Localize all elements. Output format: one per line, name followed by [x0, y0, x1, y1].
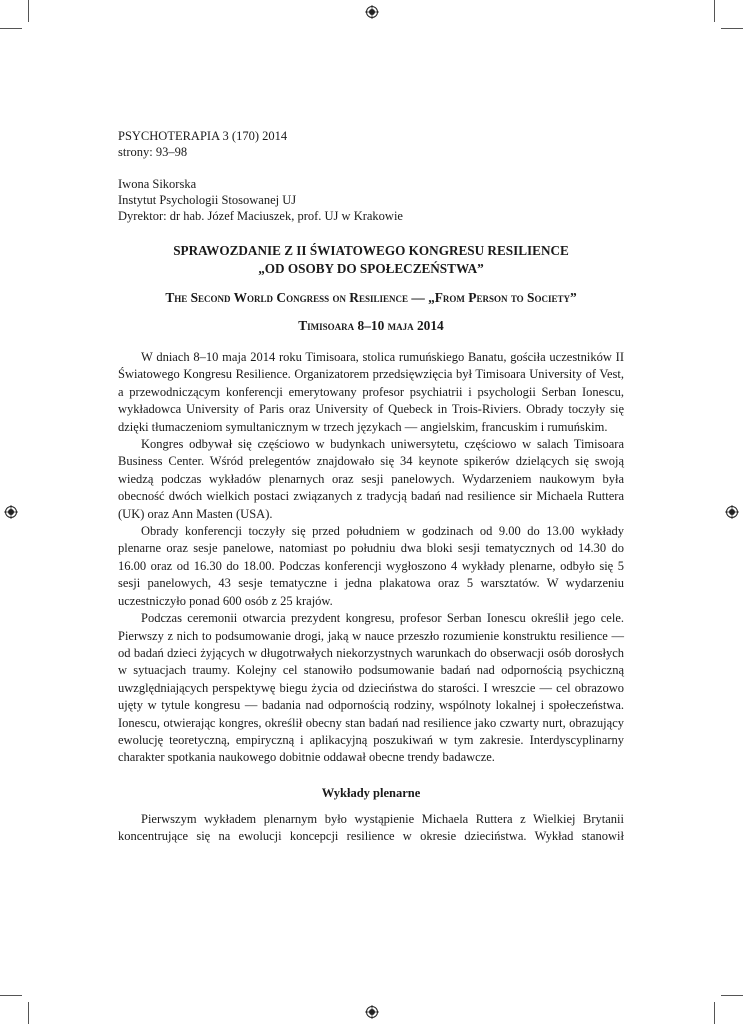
page-content — [118, 128, 624, 846]
crop-mark — [721, 28, 743, 29]
crop-mark — [0, 995, 22, 996]
journal-info — [118, 128, 624, 160]
author-institute: Instytut Psychologii Stosowanej UJ — [118, 193, 297, 207]
article-subtitle: The Second World Congress on Resilience — „From Person to Society” — [165, 290, 577, 305]
crop-mark — [0, 28, 22, 29]
registration-mark-icon — [4, 505, 18, 519]
paragraph: Kongres odbywał się częściowo w budynkach uniwersytetu, częściowo w salach Timisoara Business Center. Wśród prelegentów znajdowało się 34 keynote spikerów dzielących się swoją wiedzą podczas wykładów plenarnych oraz sesji panelowych. Wydarzeniem naukowym była obecność dwóch wielkich postaci związanych z tradycją badań nad resilience sir Michaela Ruttera (UK) oraz Ann Masten (USA). — [118, 437, 624, 521]
registration-mark-icon — [725, 505, 739, 519]
paragraph: Pierwszym wykładem plenarnym było wystąpienie Michaela Ruttera z Wielkiej Brytanii koncentrujące się na ewolucji koncepcji resilience w okresie dzieciństwa. Wykład stanowił — [118, 811, 624, 844]
crop-mark — [714, 1002, 715, 1024]
crop-mark — [721, 995, 743, 996]
author-name: Iwona Sikorska — [118, 177, 197, 191]
journal-issue: PSYCHOTERAPIA 3 (170) 2014 — [118, 129, 288, 143]
paragraph: W dniach 8–10 maja 2014 roku Timisoara, stolica rumuńskiego Banatu, gościła uczestników II Światowego Kongresu Resilience. Organizatorem przedsięwzięcia był Timisoara University of Vest, a przewodniczącym konferencji emerytowany profesor psychiatrii i psychologii Serban Ionescu, wykładowca University of Paris oraz University of Quebeck in Trois-Riviers. Obrady toczyły się dzięki tłumaczeniom symultanicznym w trzech językach — angielskim, francuskim i rumuńskim. — [118, 350, 624, 434]
crop-mark — [28, 1002, 29, 1024]
article-body — [118, 349, 624, 767]
author-director: Dyrektor: dr hab. Józef Maciuszek, prof. UJ w Krakowie — [118, 209, 403, 223]
paragraph: Obrady konferencji toczyły się przed południem w godzinach od 9.00 do 13.00 wykłady plenarne oraz sesje panelowe, natomiast po południu dwa bloki sesji tematycznych od 14.30 do 16.00 oraz od 16.30 do 18.00. Podczas konferencji wygłoszono 4 wykłady plenarne, odbyło się 5 sesji panelowych, 43 sesje tematyczne i jedna plakatowa oraz 5 warsztatów. W wydarzeniu uczestniczyło ponad 600 osób z 25 krajów. — [118, 524, 624, 608]
crop-mark — [714, 0, 715, 22]
author-info — [118, 176, 624, 224]
article-title — [118, 242, 624, 278]
article-place-date: Timisoara 8–10 maja 2014 — [298, 318, 444, 333]
registration-mark-icon — [365, 5, 379, 19]
section-heading: Wykłady plenarne — [321, 785, 421, 800]
registration-mark-icon — [365, 1005, 379, 1019]
crop-mark — [28, 0, 29, 22]
title-line: SPRAWOZDANIE Z II ŚWIATOWEGO KONGRESU RESILIENCE — [173, 243, 569, 258]
paragraph: Podczas ceremonii otwarcia prezydent kongresu, profesor Serban Ionescu określił jego cele. Pierwszy z nich to podsumowanie drogi, jaką w nauce przeszło rozumienie konstruktu resilience — od badań dzieci żyjących w długotrwałych niekorzystnych warunkach do obserwacji osób dorosłych w sytuacjach traumy. Kolejny cel stanowiło podsumowanie badań nad odpornością psychiczną uwzględniających perspektywę biegu życia od dzieciństwa do starości. I wreszcie — cel obrazowo ujęty w tytule kongresu — badania nad odpornością rodziny, wspólnoty lokalnej i społeczeństwa. Ionescu, otwierając kongres, określił obecny stan badań nad resilience jako czwarty nurt, obrazujący ewolucję teoretyczną, empiryczną i aplikacyjną poszukiwań w tym zakresie. Interdyscyplinarny charakter spotkania naukowego dobitnie oddawał obecne trendy badawcze. — [118, 611, 624, 765]
journal-pages: strony: 93–98 — [118, 145, 188, 159]
title-line: „OD OSOBY DO SPOŁECZEŃSTWA” — [258, 261, 484, 276]
